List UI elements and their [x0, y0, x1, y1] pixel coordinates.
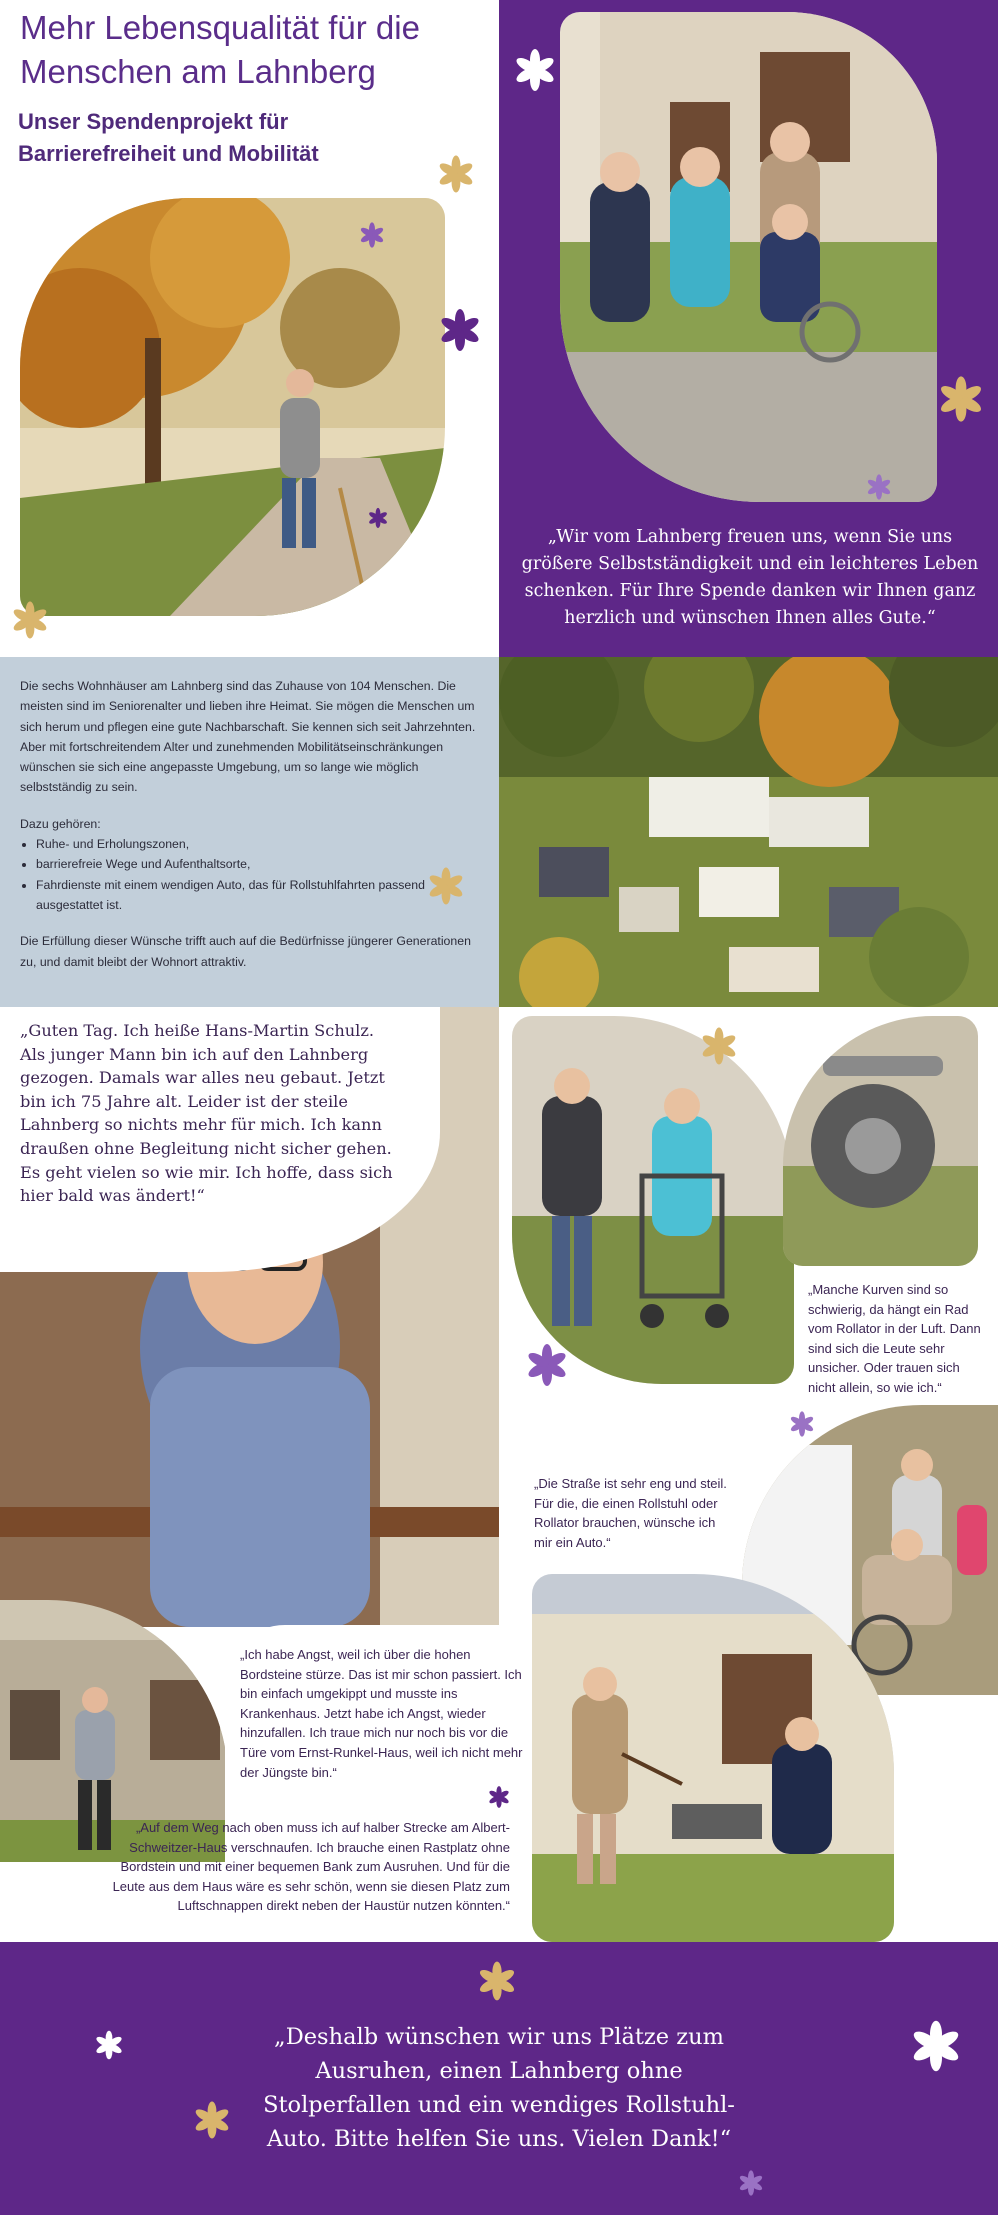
flower-icon	[434, 152, 478, 196]
final-quote: „Deshalb wünschen wir uns Plätze zum Ausruhen, einen Lahnberg ohne Stolperfallen und ein wendiges Rollstuhl-Auto. Bitte helfen Sie uns. Vielen Dank!“	[263, 2024, 735, 2152]
flower-icon	[424, 864, 468, 908]
list-item: • Ruhe- und Erholungszonen,	[36, 834, 488, 854]
flower-icon	[190, 2098, 234, 2142]
intro-list-heading: Dazu gehören:	[20, 816, 101, 831]
flower-icon	[697, 1024, 741, 1068]
flower-icon	[357, 220, 387, 250]
quote-hans: „Guten Tag. Ich heiße Hans-Martin Schulz. Als junger Mann bin ich auf den Lahnberg gezogen. Damals war alles neu gebaut. Jetzt bin ich 75 Jahre alt. Leider ist der steile Lahnberg so nichts mehr für mich. Ich kann draußen ohne Begleitung nicht sicher gehen. Es geht vielen so wie mir. Ich hoffe, dass sich hier bald was ändert!“	[20, 1021, 393, 1206]
intro-paragraph-2: Die Erfüllung dieser Wünsche trifft auch auf die Bedürfnisse jüngerer Generationen zu, und damit bleibt der Wohnort attraktiv.	[20, 934, 471, 969]
flower-icon	[510, 45, 560, 95]
photo-lahnberg-village	[499, 657, 998, 1007]
quote-strasse: „Die Straße ist sehr eng und steil. Für die, die einen Rollstuhl oder Rollator brauchen, wünsche ich mir ein Auto.“	[534, 1476, 727, 1550]
intro-paragraph-1: Die sechs Wohnhäuser am Lahnberg sind das Zuhause von 104 Menschen. Die meisten sind im Seniorenalter und lieben ihre Heimat. Sie mögen die Menschen um sich herum und pflegen eine gute Nachbarschaft. Sie kennen sich seit Jahrzehnten. Aber mit fortschreitendem Alter und zunehmenden Mobilitätseinschränkungen wünschen sie sich eine angepasste Umgebung, um so lange wie möglich selbstständig zu sein.	[20, 679, 476, 795]
page-subtitle: Unser Spendenprojekt für Barrierefreiheit und Mobilität	[18, 109, 319, 166]
flower-icon	[486, 1784, 512, 1810]
flower-icon	[934, 372, 988, 426]
intro-list	[20, 834, 488, 915]
flower-icon	[474, 1958, 520, 2004]
flower-icon	[906, 2016, 966, 2076]
quote-angst: „Ich habe Angst, weil ich über die hohen Bordsteine stürze. Das ist mir schon passiert. Ich bin einfach umgekippt und musste ins Krankenhaus. Jetzt habe ich Angst, wieder hinzufallen. Ich traue mich nur noch bis vor die Türe vom Ernst-Runkel-Haus, weil ich nicht mehr der Jüngste bin.“	[240, 1647, 523, 1780]
intro-text	[20, 676, 488, 972]
page-title: Mehr Lebensqualität für die Menschen am Lahnberg	[20, 9, 420, 90]
flower-icon	[366, 506, 390, 530]
flower-icon	[92, 2028, 126, 2062]
photo-couple-outside-house	[532, 1574, 894, 1942]
photo-group-with-wheelchair	[560, 12, 937, 502]
photo-rollator-walk	[512, 1016, 794, 1384]
quote-top: „Wir vom Lahnberg freuen uns, wenn Sie uns größere Selbstständigkeit und ein leichteres Leben schenken. Für Ihre Spende danken wir Ihnen ganz herzlich und wünschen Ihnen alles Gute.“	[521, 527, 979, 628]
flower-icon	[736, 2168, 766, 2198]
quote-kurven: „Manche Kurven sind so schwierig, da hängt ein Rad vom Rollator in der Luft. Dann sind sich die Leute sehr unsicher. Oder trauen sich nicht allein, so wie ich.“	[808, 1282, 981, 1395]
list-item: • Fahrdienste mit einem wendigen Auto, das für Rollstuhlfahrten passend ausgestattet ist.	[36, 875, 488, 916]
photo-man-walking-autumn	[20, 198, 445, 616]
list-item: • barrierefreie Wege und Aufenthaltsorte,	[36, 854, 488, 874]
photo-rollator-wheel	[783, 1016, 978, 1266]
flower-icon	[864, 472, 894, 502]
flower-icon	[787, 1409, 817, 1439]
quote-weg: „Auf dem Weg nach oben muss ich auf halber Strecke am Albert-Schweitzer-Haus verschnaufen. Ich brauche einen Rastplatz ohne Bordstein und mit einer bequemen Bank zum Ausruhen. Und für die Leute aus dem Haus wäre es sehr schön, wenn sie diesen Platz zum Luftschnappen direkt neben der Haustür nutzen könnten.“	[112, 1820, 510, 1914]
flower-icon	[435, 305, 485, 355]
flower-icon	[8, 598, 52, 642]
flower-icon	[522, 1340, 572, 1390]
